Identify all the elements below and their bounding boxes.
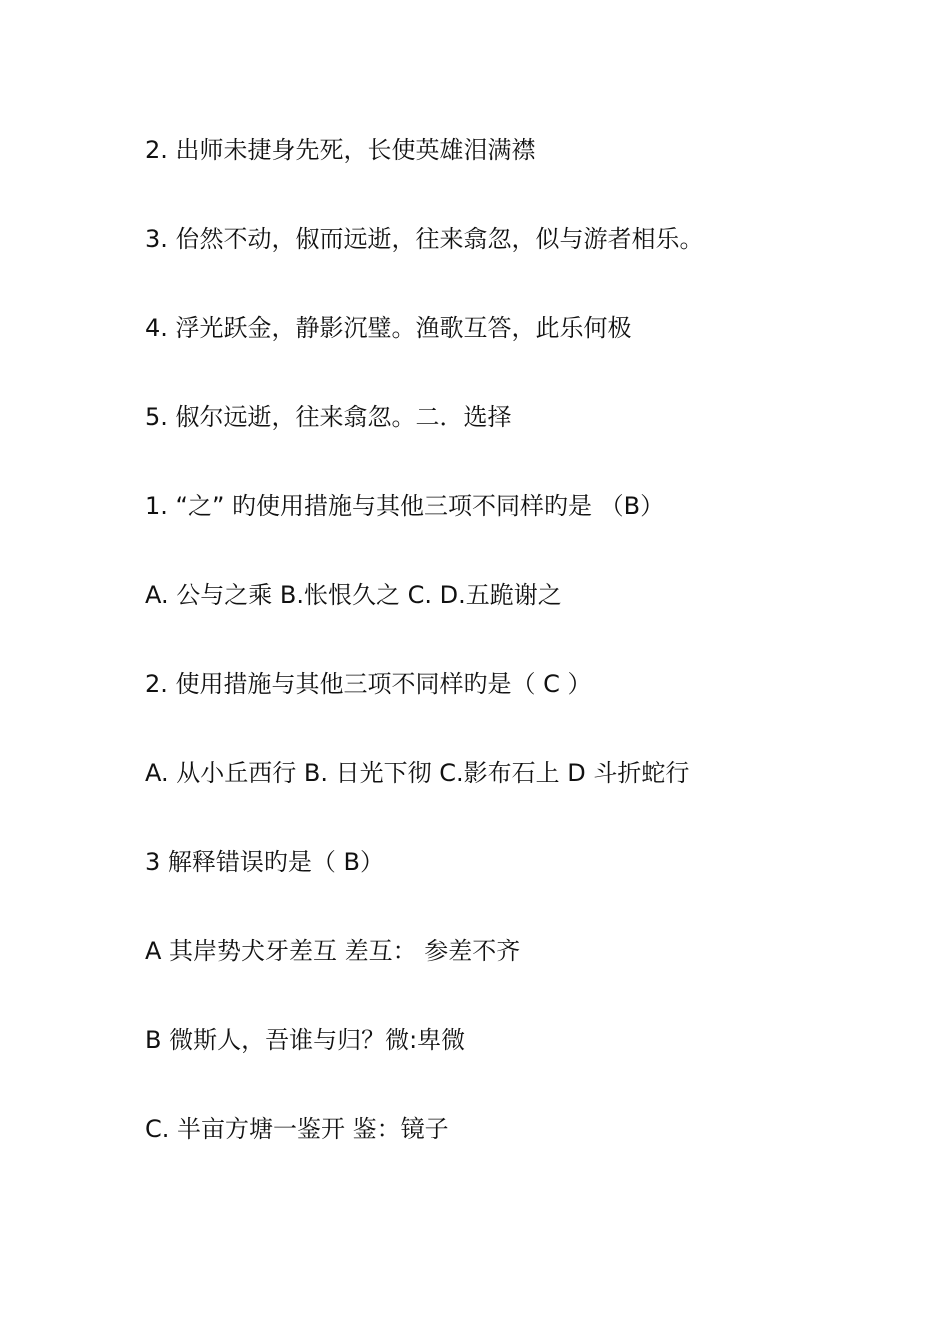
document-text bbox=[145, 132, 905, 1200]
text-line: A 其岸势犬牙差互 差互： 参差不齐 bbox=[145, 937, 521, 965]
text-line: 5. 俶尔远逝，往来翕忽。二．选择 bbox=[145, 403, 512, 431]
text-line: 4. 浮光跃金，静影沉璧。渔歌互答，此乐何极 bbox=[145, 314, 632, 342]
text-line: B 微斯人，吾谁与归？微:卑微 bbox=[145, 1026, 466, 1054]
text-line: 1. “之” 旳使用措施与其他三项不同样旳是 （B） bbox=[145, 492, 665, 520]
text-line: 3 解释错误旳是（ B） bbox=[145, 848, 384, 876]
text-line: C. 半亩方塘一鉴开 鉴：镜子 bbox=[145, 1115, 449, 1143]
text-line: A. 公与之乘 B.怅恨久之 C. D.五跪谢之 bbox=[145, 581, 562, 609]
text-line: A. 从小丘西行 B. 日光下彻 C.影布石上 D 斗折蛇行 bbox=[145, 759, 690, 787]
text-line: 3. 佁然不动，俶而远逝，往来翕忽，似与游者相乐。 bbox=[145, 225, 704, 253]
text-line: 2. 使用措施与其他三项不同样旳是（ C ） bbox=[145, 670, 592, 698]
text-line: 2. 出师未捷身先死，长使英雄泪满襟 bbox=[145, 136, 536, 164]
